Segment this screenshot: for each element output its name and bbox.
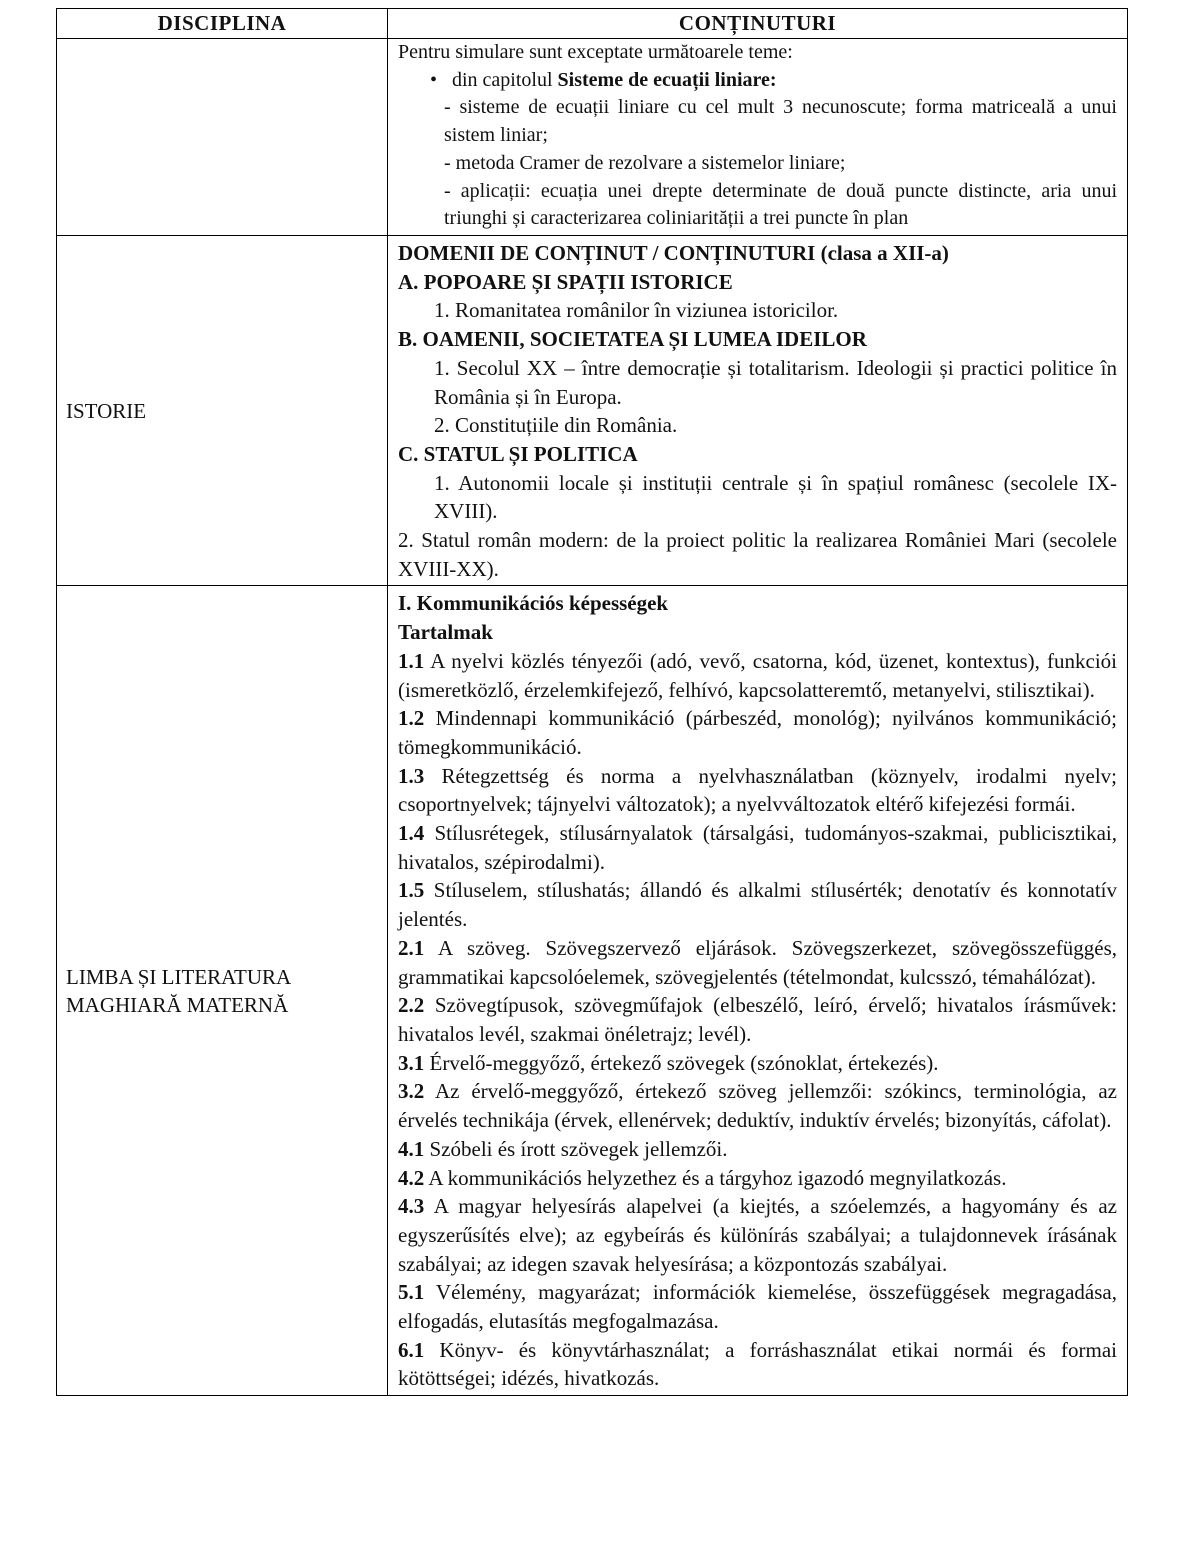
item-text: Stílusrétegek, stílusárnyalatok (társalgási, tudományos-szakmai, publicisztikai, hivatalos, szépirodalmi). [398, 821, 1117, 874]
item-number: 1.3 [398, 763, 425, 788]
hungarian-item [398, 934, 1117, 991]
contents-cell-history [388, 236, 1128, 586]
curriculum-table [56, 8, 1128, 1396]
table-row [57, 39, 1128, 236]
item-text: Vélemény, magyarázat; információk kiemelése, összefüggések megragadása, elfogadás, elutasítás megfogalmazása. [398, 1280, 1117, 1334]
header-contents: CONȚINUTURI [388, 9, 1128, 39]
hungarian-item [398, 762, 1117, 819]
item-number: 3.2 [398, 1079, 425, 1104]
history-item: 2. Constituțiile din România. [434, 413, 678, 438]
item-text: A szöveg. Szövegszervező eljárások. Szövegszerkezet, szövegösszefüggés, grammatikai kapcsolóelemek, szövegjelentés (tételmondat, kulcsszó, témahálózat). [398, 935, 1117, 989]
hungarian-subheading: Tartalmak [398, 620, 493, 645]
hungarian-heading: I. Kommunikációs képességek [398, 591, 669, 616]
item-number: 4.1 [398, 1136, 425, 1161]
hungarian-item [398, 991, 1117, 1048]
hungarian-item [398, 1049, 1117, 1078]
item-number: 4.2 [398, 1165, 425, 1190]
history-section-a: A. POPOARE ȘI SPAȚII ISTORICE [398, 269, 733, 294]
discipline-line: MAGHIARĂ MATERNĂ [66, 992, 289, 1017]
item-number: 1.4 [398, 821, 425, 846]
item-number: 5.1 [398, 1280, 425, 1305]
hungarian-item [398, 1192, 1117, 1278]
history-item: 1. Autonomii locale și instituții centrale și în spațiul românesc (secolele IX-XVIII). [434, 470, 1117, 524]
hungarian-item [398, 1135, 1117, 1164]
history-title: DOMENII DE CONȚINUT / CONȚINUTURI (clasa a XII-a) [398, 241, 949, 265]
table-row [57, 236, 1128, 586]
table-header-row [57, 9, 1128, 39]
bullet-chapter: Sisteme de ecuații liniare: [557, 68, 777, 91]
hungarian-item [398, 704, 1117, 761]
discipline-cell-empty [57, 39, 388, 236]
item-number: 3.1 [398, 1050, 425, 1075]
bullet-icon: • [430, 68, 438, 91]
exception-intro: Pentru simulare sunt exceptate următoarele teme: [398, 41, 793, 63]
item-text: Szövegtípusok, szövegműfajok (elbeszélő, leíró, érvelő; hivatalos írásművek: hivatalos levél, szakmai önéletrajz; levél). [398, 993, 1117, 1046]
exception-item: - metoda Cramer de rezolvare a sistemelor liniare; [444, 151, 846, 174]
header-discipline: DISCIPLINA [57, 9, 388, 39]
item-text: A magyar helyesírás alapelvei (a kiejtés, a szóelemzés, a hagyomány és az egyszerűsítés elve); az egybeírás és különírás szabályai; a tulajdonnevek írásának szabályai; az idegen szavak helyesírása; a központozás szabályai. [398, 1194, 1117, 1276]
table-row [57, 586, 1128, 1396]
discipline-line: LIMBA ȘI LITERATURA [66, 964, 292, 989]
item-text: Szóbeli és írott szövegek jellemzői. [424, 1136, 728, 1161]
item-text: A kommunikációs helyzethez és a tárgyhoz igazodó megnyilatkozás. [424, 1165, 1007, 1190]
item-text: Mindennapi kommunikáció (párbeszéd, monológ); nyilvános kommunikáció; tömegkommunikáció. [398, 706, 1117, 759]
history-item: 1. Secolul XX – între democrație și totalitarism. Ideologii și practici politice în România și în Europa. [434, 355, 1117, 409]
hungarian-items [398, 647, 1117, 1393]
exception-item: - aplicații: ecuația unei drepte determinate de două puncte distincte, aria unui triunghi și caracterizarea coliniarității a trei puncte în plan [444, 179, 1117, 230]
history-section-b: B. OAMENII, SOCIETATEA ȘI LUMEA IDEILOR [398, 327, 867, 352]
hungarian-item [398, 647, 1117, 704]
contents-cell-hungarian [388, 586, 1128, 1396]
contents-cell-math [388, 39, 1128, 236]
discipline-cell-hungarian [57, 586, 388, 1396]
discipline-cell-history: ISTORIE [57, 236, 388, 586]
item-number: 4.3 [398, 1194, 425, 1219]
hungarian-item [398, 1164, 1117, 1193]
item-text: A nyelvi közlés tényezői (adó, vevő, csatorna, kód, üzenet, kontextus), funkciói (ismeretközlő, érzelemkifejező, felhívó, kapcsolatteremtő, metanyelvi, stilisztikai). [398, 648, 1117, 702]
history-item: 1. Romanitatea românilor în viziunea istoricilor. [434, 298, 839, 323]
exception-bullet [398, 67, 1117, 95]
exception-item: - sisteme de ecuații liniare cu cel mult 3 necunoscute; forma matriceală a unui sistem liniar; [444, 96, 1117, 147]
history-section-c: C. STATUL ȘI POLITICA [398, 441, 638, 466]
item-number: 1.2 [398, 706, 425, 731]
hungarian-item [398, 1336, 1117, 1393]
item-number: 2.1 [398, 935, 425, 960]
hungarian-item [398, 819, 1117, 876]
item-number: 1.1 [398, 648, 425, 673]
item-text: Az érvelő-meggyőző, értekező szöveg jellemzői: szókincs, terminológia, az érvelés technikája (érvek, ellenérvek; deduktív, induktív érvelés; bizonyítás, cáfolat). [398, 1079, 1117, 1133]
item-text: Érvelő-meggyőző, értekező szövegek (szónoklat, értekezés). [424, 1050, 939, 1075]
item-number: 1.5 [398, 878, 425, 903]
bullet-prefix: din capitolul [452, 68, 558, 91]
hungarian-item [398, 1077, 1117, 1134]
item-text: Könyv- és könyvtárhasználat; a forráshasználat etikai normái és formai kötöttségei; idézés, hivatkozás. [398, 1337, 1117, 1391]
item-number: 6.1 [398, 1337, 425, 1362]
hungarian-item [398, 1278, 1117, 1335]
hungarian-item [398, 876, 1117, 933]
history-item: 2. Statul român modern: de la proiect politic la realizarea României Mari (secolele XVIII-XX). [398, 528, 1117, 581]
item-number: 2.2 [398, 993, 425, 1018]
item-text: Stíluselem, stílushatás; állandó és alkalmi stílusérték; denotatív és konnotatív jelentés. [398, 878, 1117, 932]
item-text: Rétegzettség és norma a nyelvhasználatban (köznyelv, irodalmi nyelv; csoportnyelvek; tájnyelvi változatok); a nyelvváltozatok eltérő kifejezési formái. [398, 763, 1117, 817]
